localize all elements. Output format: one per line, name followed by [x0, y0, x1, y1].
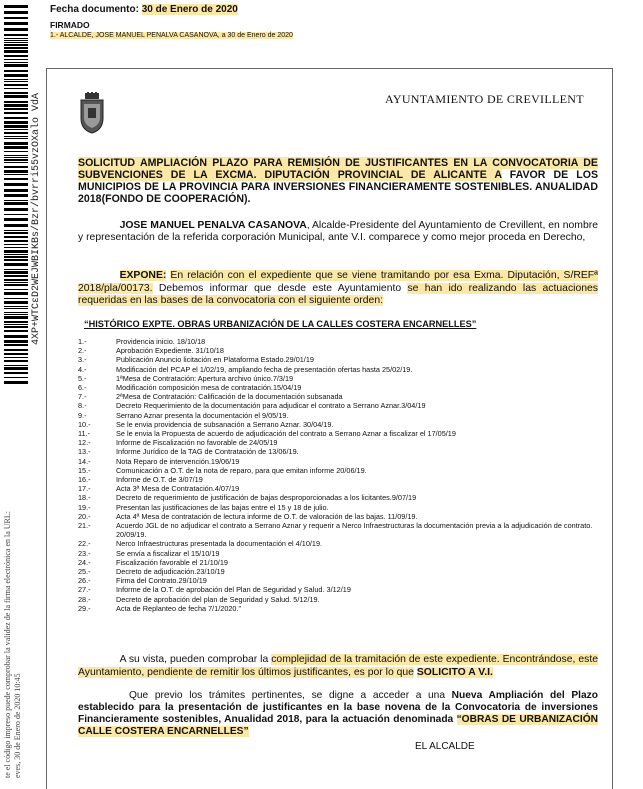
date-label: Fecha documento:	[50, 4, 139, 15]
list-item	[78, 503, 598, 512]
list-item-number: 21.-	[78, 521, 91, 531]
list-item	[78, 392, 598, 401]
list-item-number: 12.-	[78, 438, 91, 448]
expone-highlight-1: En relación con el expediente que se viene tramitando por esa Exma. Diputación, S/REFª 2018/pla/00173.	[78, 270, 598, 294]
expone-label: EXPONE:	[119, 270, 167, 281]
list-item	[78, 374, 598, 383]
list-item-text: Decreto de aprobación del plan de Seguridad y Salud. 5/12/19.	[116, 594, 320, 604]
list-item	[78, 604, 598, 613]
petition-text: Que previo los trámites pertinentes, se digne a acceder a una	[128, 690, 452, 701]
list-item-number: 22.-	[78, 539, 91, 549]
petition-paragraph	[78, 690, 598, 738]
legal-notice-line-1: te el código impreso puede comprobar la validez de la firma electrónica en la URL:	[3, 511, 12, 778]
list-item-text: 2ªMesa de Contratación: Calificación de la documentación subsanada	[116, 392, 343, 402]
list-item-text: Acta 3ª Mesa de Contratación.4/07/19	[116, 484, 240, 494]
list-item-number: 26.-	[78, 576, 91, 586]
signed-label: FIRMADO	[50, 20, 90, 30]
list-item	[78, 457, 598, 466]
list-item-number: 16.-	[78, 475, 91, 485]
list-item	[78, 420, 598, 429]
list-item-number: 25.-	[78, 567, 91, 577]
list-item	[78, 447, 598, 456]
list-item-text: Modificación composición mesa de contratación.15/04/19	[116, 383, 302, 393]
list-item-number: 10.-	[78, 419, 91, 429]
list-item-text: Providencia inicio. 18/10/18	[116, 337, 206, 346]
list-item-number: 24.-	[78, 557, 91, 567]
list-item	[78, 595, 598, 604]
legal-notice-line-2: eves, 30 de Enero de 2020 10:45	[13, 673, 22, 778]
document-title	[78, 157, 598, 205]
list-item-number: 23.-	[78, 548, 91, 558]
list-item-text: Informe Jurídico de la TAG de Contratación de 13/06/19.	[116, 447, 299, 457]
intro-text: , Alcalde-Presidente del Ayuntamiento de Crevillent, en nombre y representación de la referida corporación Municipal, ante V.I. comparece y como mejor proceda en Derecho,	[78, 220, 598, 243]
signer-text: 1.- ALCALDE, JOSE MANUEL PENALVA CASANOVA, a 30 de Enero de 2020	[50, 32, 293, 39]
list-item-number: 15.-	[78, 465, 91, 475]
list-item-number: 14.-	[78, 456, 91, 466]
list-item-text: Nerco Infraestructuras presentada la documentación el 4/10/19.	[116, 539, 323, 549]
list-item	[78, 567, 598, 576]
list-item-text: Decreto de adjudicación.23/10/19	[116, 567, 225, 577]
list-item-number: 27.-	[78, 585, 91, 595]
list-item-text: Serrano Aznar presenta la documentación el 9/05/19.	[116, 410, 289, 420]
list-item-text: Se le envia providencia de subsanación a Serrano Aznar. 30/04/19.	[116, 419, 334, 429]
title-rest: FAVOR DE LOS MUNICIPIOS DE LA PROVINCIA PARA INVERSIONES FINANCIERAMENTE SOSTENIBLES. ANUALIDAD 2018(FONDO DE COOPERACIÓN).	[78, 169, 599, 205]
list-item-text: Acuerdo JGL de no adjudicar el contrato a Serrano Aznar y requerir a Nerco Infraestructuras la documentación previa a la adjudicación de contrato. 20/09/19.	[116, 521, 593, 540]
list-item	[78, 401, 598, 410]
list-item-number: 2.-	[78, 346, 87, 356]
list-item-text: Decreto de requerimiento de justificación de bajas desproporcionadas a los licitantes.9/07/19	[116, 493, 417, 503]
list-item-number: 28.-	[78, 594, 91, 604]
list-item-number: 18.-	[78, 493, 91, 503]
list-item-number: 1.-	[78, 337, 87, 346]
petition-bold: Nueva Ampliación del Plazo establecido para la presentación de justificantes en la base novena de la Convocatoria de inversiones Financieramente sostenibles, Anualidad 2018, para la actuación denominada	[78, 690, 598, 725]
document-date	[50, 3, 610, 16]
list-item-text: Se le envia la Propuesta de acuerdo de adjudicación del contrato a Serrano Aznar a fiscalizar el 17/05/19	[116, 429, 456, 439]
list-item	[78, 365, 598, 374]
list-item-text: Nota Reparo de intervención.19/06/19	[116, 456, 240, 466]
list-item-number: 19.-	[78, 502, 91, 512]
conclusion-text: A su vista, pueden comprobar la	[119, 654, 272, 665]
list-item	[78, 521, 598, 539]
list-item-number: 8.-	[78, 401, 87, 411]
legal-notice	[3, 511, 23, 778]
list-item-text: Acta de Replanteo de fecha 7/1/2020.”	[116, 603, 241, 613]
institution-name: AYUNTAMIENTO DE CREVILLENT	[385, 92, 584, 106]
signature-header	[50, 3, 610, 41]
list-item	[78, 493, 598, 502]
list-item-number: 5.-	[78, 373, 87, 383]
list-item-text: Publicación Anuncio licitación en Plataforma Estado.29/01/19	[116, 355, 314, 365]
list-item-number: 6.-	[78, 383, 87, 393]
expone-highlight-2: se han ido realizando las actuaciones requeridas en las bases de la convocatoria con el siguiente orden:	[78, 282, 598, 306]
list-item-text: Firma del Contrato.29/10/19	[116, 576, 207, 586]
list-item-text: Modificación del PCAP el 1/02/19, ampliando fecha de presentación ofertas hasta 25/02/19.	[116, 364, 413, 374]
date-value: 30 de Enero de 2020	[141, 4, 238, 15]
list-item-text: Informe de la O.T. de aprobación del Plan de Seguridad y Salud. 3/12/19	[116, 585, 351, 595]
list-item	[78, 512, 598, 521]
conclusion-paragraph	[78, 654, 598, 679]
list-item-text: Acta 4ª Mesa de contratación de lectura informe de O.T. de valoración de las bajas. 11/09/19.	[116, 511, 418, 521]
list-item	[78, 576, 598, 585]
history-heading: “HISTÓRICO EXPTE. OBRAS URBANIZACIÓN DE LA CALLES COSTERA ENCARNELLES”	[84, 319, 477, 329]
list-item-text: Informe de O.T. de 3/07/19	[116, 475, 203, 485]
list-item-text: Comunicación a O.T. de la nota de reparo, para que emitan informe 20/06/19.	[116, 465, 367, 475]
expone-paragraph	[78, 270, 598, 308]
list-item-text: Aprobación Expediente. 31/10/18	[116, 346, 224, 356]
coat-of-arms-icon	[78, 92, 106, 134]
list-item-text: Informe de Fiscalización no favorable de 24/05/19	[116, 438, 278, 448]
list-item-number: 11.-	[78, 429, 91, 439]
intro-paragraph	[78, 220, 598, 244]
barcode-image	[2, 5, 30, 385]
list-item-number: 29.-	[78, 603, 91, 613]
list-item	[78, 475, 598, 484]
list-item-text: Se envía a fiscalizar el 15/10/19	[116, 548, 220, 558]
list-item-number: 17.-	[78, 484, 91, 494]
list-item	[78, 438, 598, 447]
list-item	[78, 558, 598, 567]
conclusion-highlight: complejidad de la tramitación de este expediente. Encontrándose, este Ayuntamiento, pendiente de remitir los últimos justificantes, es por lo que	[78, 654, 598, 678]
list-item-number: 9.-	[78, 410, 87, 420]
list-item-number: 13.-	[78, 447, 91, 457]
list-item-text: Presentan las justificaciones de las bajas entre el 15 y 18 de julio.	[116, 502, 329, 512]
list-item	[78, 346, 598, 355]
history-list	[78, 337, 598, 613]
solicito-label: SOLICITO A V.I.	[416, 666, 493, 678]
project-name: “OBRAS DE URBANIZACIÓN CALLE COSTERA ENCARNELLES”	[78, 714, 598, 737]
list-item-number: 4.-	[78, 364, 87, 374]
signer-line	[50, 31, 610, 41]
list-item	[78, 429, 598, 438]
verification-code: 4XP+WTCεD2WEJWBIKBs/Bzr/bvrri55vzOXalo VdA	[31, 92, 42, 345]
mayor-name: JOSE MANUEL PENALVA CASANOVA	[119, 220, 307, 231]
list-item-number: 3.-	[78, 355, 87, 365]
list-item	[78, 585, 598, 594]
title-highlight: SOLICITUD AMPLIACIÓN PLAZO PARA REMISIÓN DE JUSTIFICANTES EN LA CONVOCATORIA DE SUBVENCIONES DE LA EXCMA. DIPUTACIÓN PROVINCIAL DE ALICANTE A	[78, 157, 598, 181]
list-item-text: Decreto Requerimiento de la documentación para adjudicar el contrato a Serrano Aznar.3/04/19	[116, 401, 426, 411]
list-item-text: Fiscalización favorable el 21/10/19	[116, 557, 228, 567]
list-item-number: 20.-	[78, 511, 91, 521]
list-item	[78, 466, 598, 475]
expone-text: Debemos informar que desde este Ayuntamiento	[152, 282, 408, 294]
signature-label: EL ALCALDE	[415, 741, 475, 752]
list-item-text: 1ªMesa de Contratación: Apertura archivo único.7/3/19	[116, 373, 294, 383]
list-item	[78, 539, 598, 548]
list-item-number: 7.-	[78, 392, 87, 402]
list-item	[78, 484, 598, 493]
list-item	[78, 383, 598, 392]
list-item	[78, 411, 598, 420]
list-item	[78, 337, 598, 346]
list-item	[78, 355, 598, 364]
list-item	[78, 549, 598, 558]
